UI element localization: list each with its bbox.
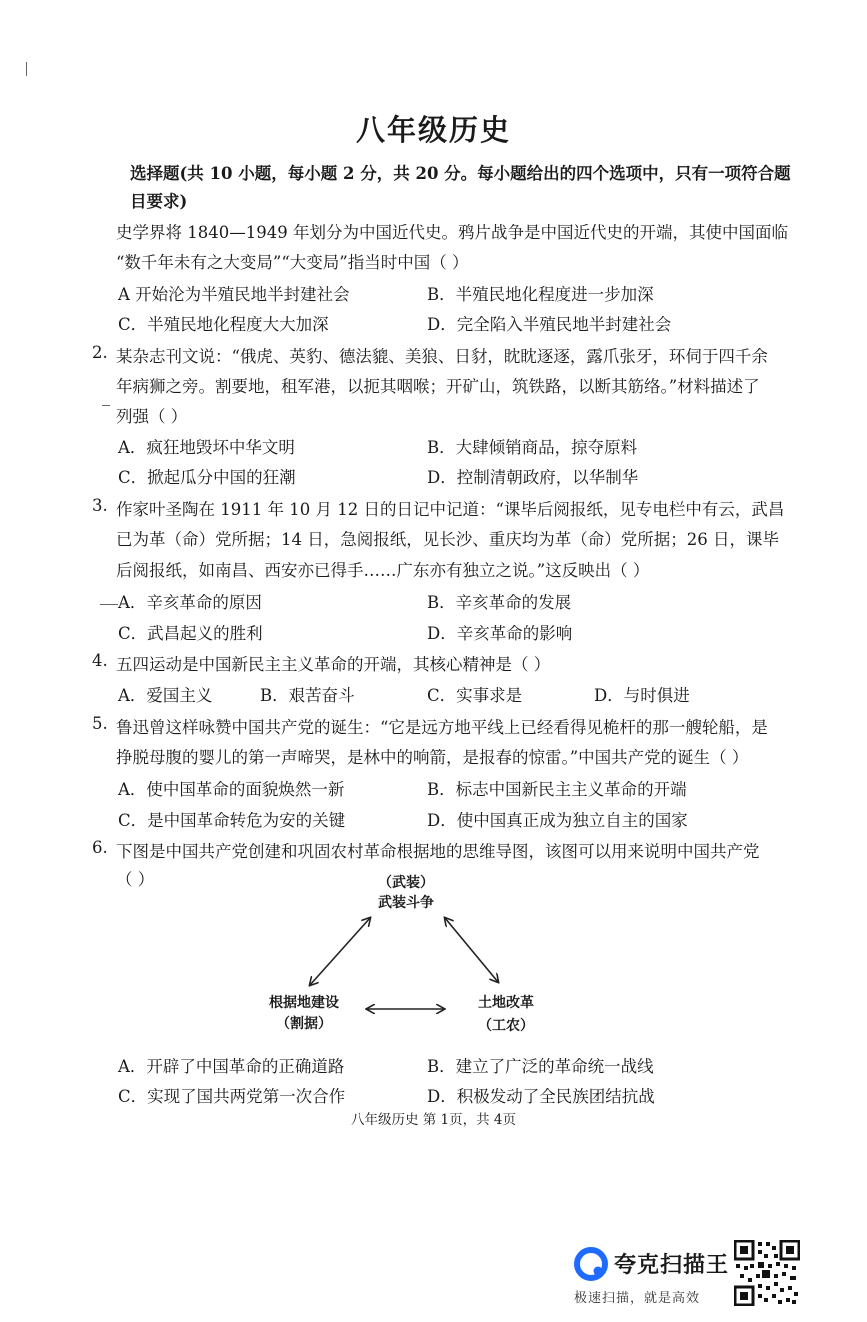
q4-number: 4.	[92, 651, 108, 670]
diagram-left-sub-label: （割据）	[276, 1016, 332, 1032]
q3-number: 3.	[92, 496, 108, 515]
q2-option-c: C．掀起瓜分中国的狂潮	[118, 468, 296, 487]
q1-line-1: 史学界将 1840—1949 年划分为中国近代史。鸦片战争是中国近代史的开端，其使中国面临	[116, 223, 788, 242]
diagram-right-sub-label: （工农）	[478, 1018, 534, 1034]
q5-option-d: D．使中国真正成为独立自主的国家	[427, 811, 688, 830]
q6-line-2: （ ）	[116, 870, 155, 889]
q6-option-c: C．实现了国共两党第一次合作	[118, 1087, 346, 1106]
q2-option-d: D．控制清朝政府，以华制华	[427, 468, 639, 487]
instructions-line-2: 目要求)	[130, 192, 188, 211]
q3-option-a: A．辛亥革命的原因	[118, 593, 262, 612]
instructions-line-1: 选择题(共 10 小题，每小题 2 分，共 20 分。每小题给出的四个选项中，只有一项符合题	[130, 164, 791, 183]
q2-number: 2.	[92, 343, 108, 362]
q1-line-2: “数千年未有之大变局”“大变局”指当时中国（ ）	[116, 253, 469, 272]
quark-logo-icon	[574, 1247, 608, 1281]
q3-line-2: 已为革（命）党所据；14 日，急阅报纸，见长沙、重庆均为革（命）党所据；26 日，课毕	[116, 530, 779, 549]
q4-option-c: C．实事求是	[427, 686, 523, 705]
q1-option-b: B．半殖民地化程度进一步加深	[427, 285, 654, 304]
qr-code-icon	[734, 1240, 800, 1306]
q3-option-b: B．辛亥革命的发展	[427, 593, 572, 612]
brand-name: 夸克扫描王	[614, 1253, 730, 1278]
q5-line-1: 鲁迅曾这样咏赞中国共产党的诞生：“它是远方地平线上已经看得见桅杆的那一艘轮船，是	[116, 718, 768, 737]
q5-line-2: 挣脱母腹的婴儿的第一声啼哭，是林中的响箭，是报春的惊雷。”中国共产党的诞生（ ）	[116, 748, 749, 767]
q2-line-3: 列强（ ）	[116, 407, 188, 426]
q2-option-b: B．大肆倾销商品，掠夺原料	[427, 438, 638, 457]
page-title: 八年级历史	[355, 113, 511, 147]
q5-option-a: A．使中国革命的面貌焕然一新	[118, 780, 345, 799]
q6-number: 6.	[92, 838, 108, 857]
q6-option-b: B．建立了广泛的革命统一战线	[427, 1057, 654, 1076]
q3-line-1: 作家叶圣陶在 1911 年 10 月 12 日的日记中记道：“课毕后阅报纸，见专电栏中有云，武昌	[116, 500, 785, 519]
q5-option-b: B．标志中国新民主主义革命的开端	[427, 780, 687, 799]
q3-option-c: C．武昌起义的胜利	[118, 624, 263, 643]
arrow-top-right	[445, 918, 498, 982]
q4-option-b: B．艰苦奋斗	[260, 686, 355, 705]
q4-line-1: 五四运动是中国新民主主义革命的开端，其核心精神是（ ）	[116, 655, 551, 674]
diagram-left-label: 根据地建设	[269, 995, 339, 1011]
q4-option-a: A．爱国主义	[118, 686, 213, 705]
diagram-top-sub-label: （武装）	[378, 875, 434, 891]
q1-option-a: A 开始沦为半殖民地半封建社会	[118, 285, 350, 304]
q5-option-c: C．是中国革命转危为安的关键	[118, 811, 346, 830]
page-footer: 八年级历史 第 1页，共 4页	[350, 1112, 517, 1128]
diagram-top-label: 武装斗争	[378, 895, 434, 911]
q6-option-a: A．开辟了中国革命的正确道路	[118, 1057, 345, 1076]
q6-line-1: 下图是中国共产党创建和巩固农村革命根据地的思维导图，该图可以用来说明中国共产党	[116, 842, 760, 861]
diagram-right-label: 土地改革	[478, 995, 534, 1011]
q1-option-c: C．半殖民地化程度大大加深	[118, 315, 329, 334]
q2-line-2: 年病狮之旁。割要地，租军港，以扼其咽喉；开矿山，筑铁路，以断其筋络。”材料描述了	[116, 377, 760, 396]
q4-option-d: D．与时俱进	[594, 686, 690, 705]
q3-line-3: 后阅报纸，如南昌、西安亦已得手……广东亦有独立之说。”这反映出（ ）	[116, 561, 650, 580]
brand-slogan: 极速扫描，就是高效	[574, 1291, 701, 1306]
q1-option-d: D．完全陷入半殖民地半封建社会	[427, 315, 672, 334]
q5-number: 5.	[92, 714, 108, 733]
q6-option-d: D．积极发动了全民族团结抗战	[427, 1087, 655, 1106]
q2-option-a: A．疯狂地毁坏中华文明	[118, 438, 295, 457]
q2-line-1: 某杂志刊文说：“俄虎、英豹、德法貔、美狼、日豺，眈眈逐逐，露爪张牙，环伺于四千余	[116, 347, 768, 366]
q3-option-d: D．辛亥革命的影响	[427, 624, 573, 643]
arrow-top-left	[310, 918, 370, 985]
